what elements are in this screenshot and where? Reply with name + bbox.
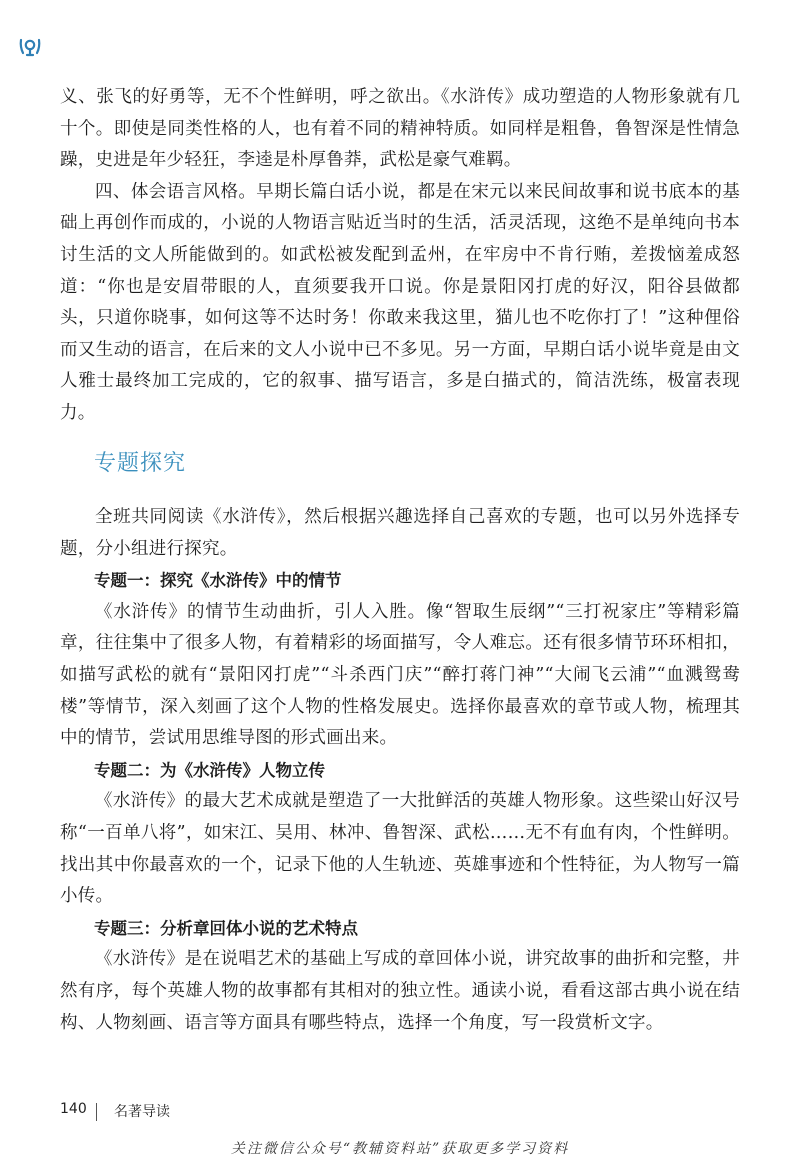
topic-2-body: 《水浒传》的最大艺术成就是塑造了一大批鲜活的英雄人物形象。这些梁山好汉号称“一百单八将”，如宋江、吴用、林冲、鲁智深、武松……无不有血有肉，个性鲜明。找出其中你最喜欢的一个，记录下他的人生轨迹、英雄事迹和个性特征，为人物写一篇小传。 — [60, 791, 740, 907]
inquiry-intro: 全班共同阅读《水浒传》，然后根据兴趣选择自己喜欢的专题，也可以另外选择专题，分小组进行探究。 — [60, 507, 740, 559]
topic-1-body: 《水浒传》的情节生动曲折，引人入胜。像“智取生辰纲”“三打祝家庄”等精彩篇章，往往集中了很多人物，有着精彩的场面描写，令人难忘。还有很多情节环环相扣，如描写武松的就有“景阳冈打虎”“斗杀西门庆”“醉打蒋门神”“大闹飞云浦”“血溅鸳鸯楼”等情节，深入刻画了这个人物的性格发展史。选择你最喜欢的章节或人物，梳理其中的情节，尝试用思维导图的形式画出来。 — [60, 601, 740, 749]
book-logo-icon — [18, 36, 42, 58]
topic-3-title: 专题三：分析章回体小说的艺术特点 — [94, 918, 358, 938]
topic-1-title: 专题一：探究《水浒传》中的情节 — [94, 571, 342, 591]
continued-paragraph-block — [60, 82, 740, 430]
inquiry-block — [60, 502, 740, 1039]
section-title: 专题探究 — [94, 451, 187, 476]
topic-3-body: 《水浒传》是在说唱艺术的基础上写成的章回体小说，讲究故事的曲折和完整，井然有序，每个英雄人物的故事都有其相对的独立性。通读小说，看看这部古典小说在结构、人物刻画、语言等方面具有哪些特点，选择一个角度，写一段赏析文字。 — [60, 949, 740, 1033]
book-title: 名著导读 — [114, 1104, 170, 1120]
footer-divider — [96, 1103, 97, 1121]
continued-paragraph: 义、张飞的好勇等，无不个性鲜明，呼之欲出。《水浒传》成功塑造的人物形象就有几十个。即使是同类性格的人，也有着不同的精神特质。如同样是粗鲁，鲁智深是性情急躁，史进是年少轻狂，李逵是朴厚鲁莽，武松是豪气难羁。 — [60, 87, 740, 171]
watermark-text: 关注微信公众号“教辅资料站”获取更多学习资料 — [230, 1141, 570, 1157]
language-style-paragraph: 四、体会语言风格。早期长篇白话小说，都是在宋元以来民间故事和说书底本的基础上再创作而成的，小说的人物语言贴近当时的生活，活灵活现，这绝不是单纯向书本讨生活的文人所能做到的。如武松被发配到孟州，在牢房中不肯行贿，差拨恼羞成怒道：“你也是安眉带眼的人，直须要我开口说。你是景阳冈打虎的好汉，阳谷县做都头，只道你晓事，如何这等不达时务！你敢来我这里，猫儿也不吃你打了！”这种俚俗而又生动的语言，在后来的文人小说中已不多见。另一方面，早期白话小说毕竟是由文人雅士最终加工完成的，它的叙事、描写语言，多是白描式的，简洁洗练，极富表现力。 — [60, 181, 740, 423]
page-number: 140 — [60, 1101, 87, 1117]
topic-2-title: 专题二：为《水浒传》人物立传 — [94, 760, 325, 780]
